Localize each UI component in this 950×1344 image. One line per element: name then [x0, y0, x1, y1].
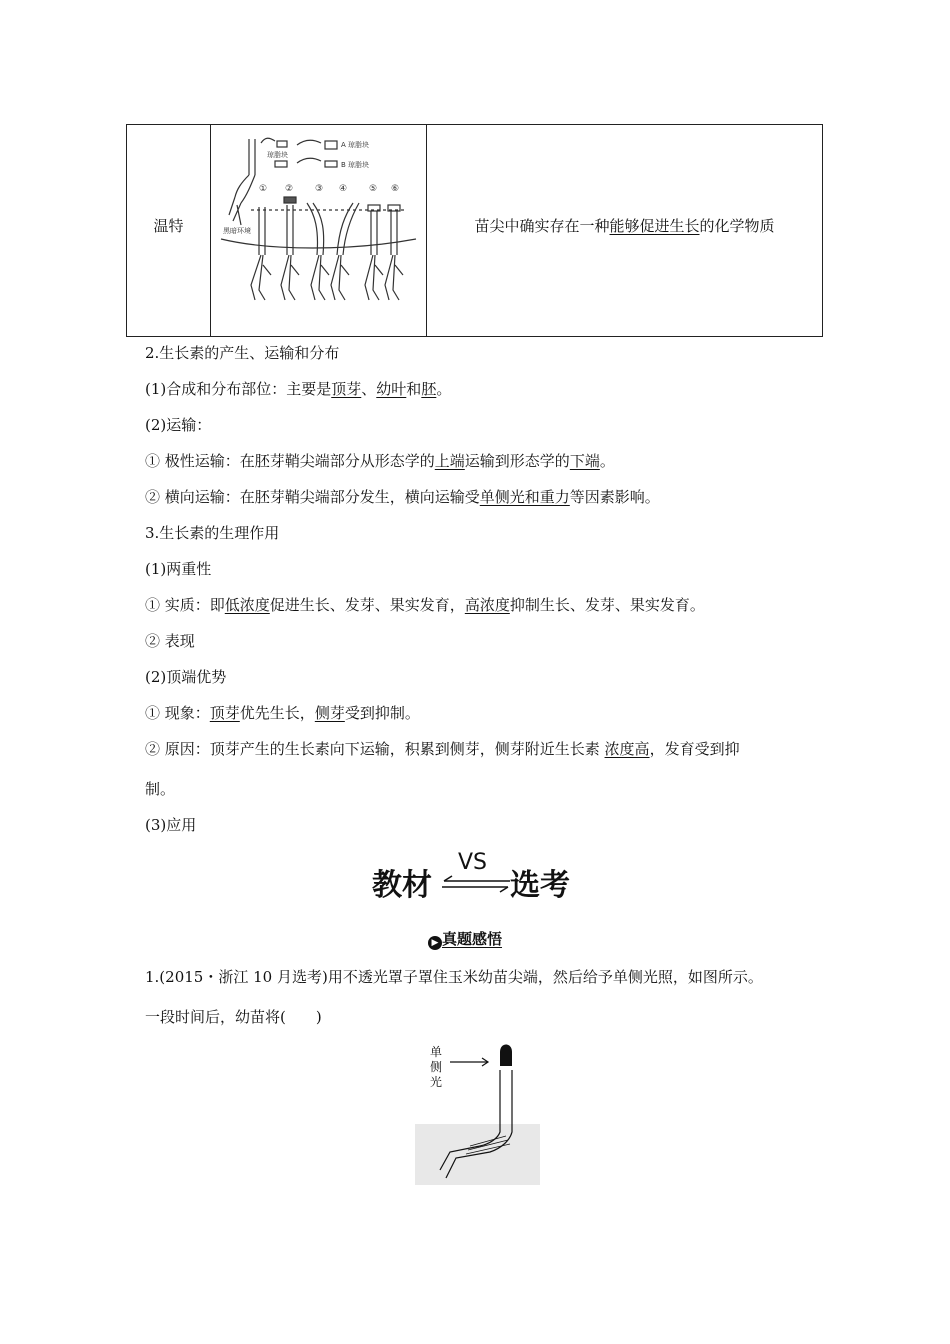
banner-vs: VS: [458, 850, 488, 875]
label-agar-b: B 琼脂块: [341, 161, 370, 169]
s3-line5: ① 现象：顶芽优先生长，侧芽受到抑制。: [145, 704, 420, 722]
figure-cell: [211, 125, 427, 336]
banner-left: 教材: [372, 868, 432, 903]
s2-line3: ① 极性运输：在胚芽鞘尖端部分从形态学的上端运输到形态学的下端。: [145, 452, 615, 470]
experiment-table: [126, 124, 823, 337]
label-agar-a: A 琼脂块: [341, 141, 370, 149]
s3-line1: (1)两重性: [145, 560, 212, 578]
label-dark: 黑暗环境: [223, 227, 251, 235]
s3-line7: 制。: [145, 780, 176, 798]
banner-right: 选考: [510, 868, 570, 903]
label-1: ①: [259, 184, 268, 194]
textbook-vs-exam-banner: [370, 845, 580, 905]
seedling-figure: [410, 1040, 545, 1185]
fig-label-2: 侧: [430, 1060, 443, 1074]
label-4: ④: [339, 184, 348, 194]
went-experiment-figure: [211, 125, 425, 336]
s3-line8: (3)应用: [145, 816, 197, 834]
conclusion-text: 苗尖中确实存在一种能够促进生长的化学物质: [474, 217, 775, 235]
s2-line1: (1)合成和分布部位：主要是顶芽、幼叶和胚。: [145, 380, 452, 398]
conclusion-cell: [427, 125, 822, 336]
fig-label-1: 单: [430, 1045, 443, 1059]
s3-line3: ② 表现: [145, 632, 195, 650]
s2-line2: (2)运输：: [145, 416, 212, 434]
s3-line6: ② 原因：顶芽产生的生长素向下运输，积累到侧芽，侧芽附近生长素 浓度高，发育受到抑: [145, 740, 740, 758]
label-6: ⑥: [391, 184, 400, 194]
label-agar: 琼脂块: [267, 151, 288, 159]
s3-title: 3.生长素的生理作用: [145, 524, 280, 542]
section-heading: ▶ 真题感悟: [428, 928, 502, 950]
play-icon: ▶: [428, 936, 442, 950]
s2-title: 2.生长素的产生、运输和分布: [145, 344, 340, 362]
q1-line1: 1.(2015・浙江 10 月选考)用不透光罩子罩住玉米幼苗尖端，然后给予单侧光照，如图所示。: [145, 968, 763, 986]
scientist-cell: [127, 125, 211, 336]
s2-line4: ② 横向运输：在胚芽鞘尖端部分发生，横向运输受单侧光和重力等因素影响。: [145, 488, 660, 506]
label-5: ⑤: [369, 184, 378, 194]
q1-line2: 一段时间后，幼苗将( ): [145, 1008, 322, 1026]
label-3: ③: [315, 184, 324, 194]
label-2: ②: [285, 184, 294, 194]
s3-line2: ① 实质：即低浓度促进生长、发芽、果实发育，高浓度抑制生长、发芽、果实发育。: [145, 596, 705, 614]
scientist-name: 温特: [153, 217, 184, 235]
fig-label-3: 光: [430, 1075, 443, 1089]
s3-line4: (2)顶端优势: [145, 668, 227, 686]
